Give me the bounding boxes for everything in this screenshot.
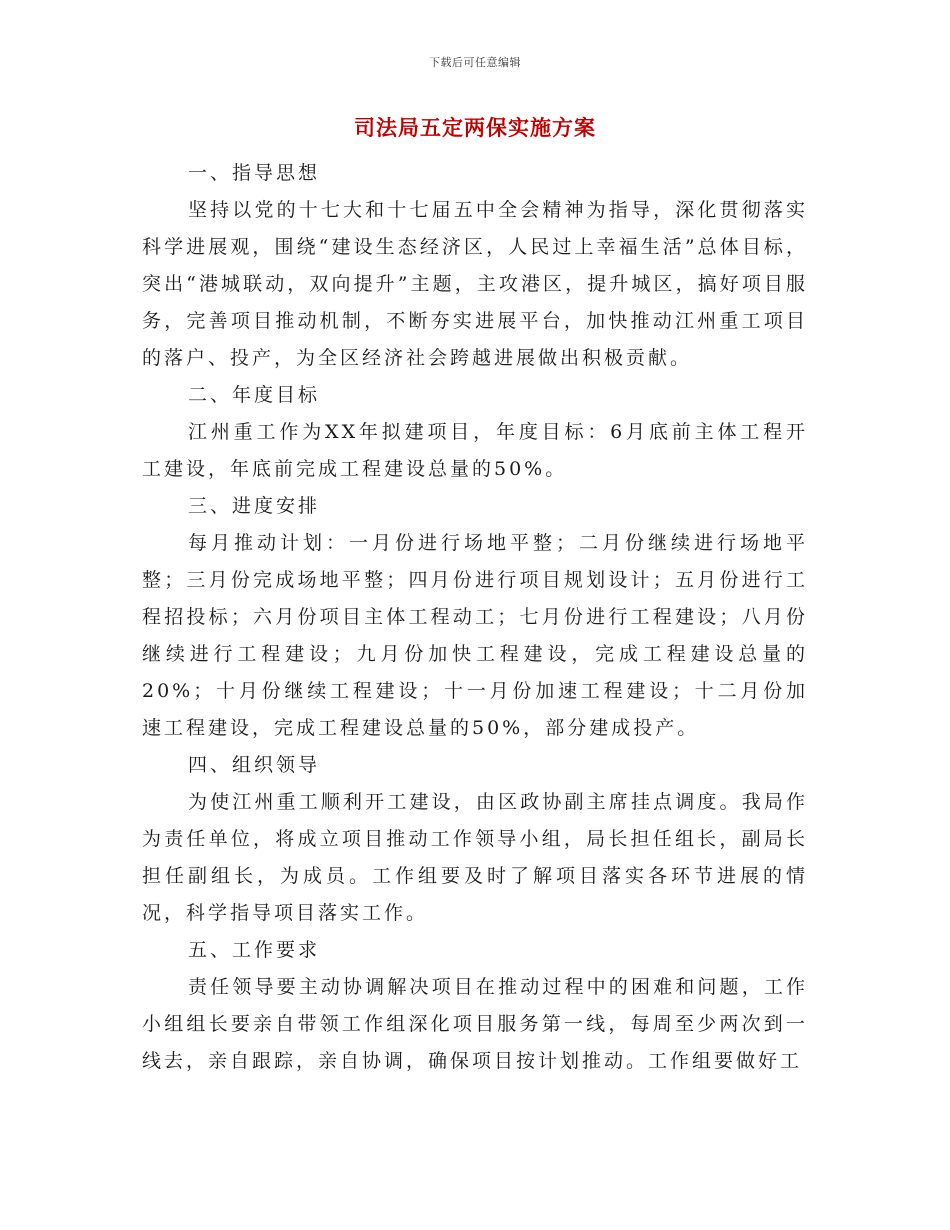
section-paragraph-guiding-thought: 坚持以党的十七大和十七届五中全会精神为指导，深化贯彻落实科学进展观，围绕“建设生态经济区，人民过上幸福生活”总体目标，突出“港城联动，双向提升”主题，主攻港区，提升城区，搞好项目服务，完善项目推动机制，不断夯实进展平台，加快推动江州重工项目的落户、投产，为全区经济社会跨越进展做出积极贡献。 — [142, 199, 808, 369]
document-title: 司法局五定两保实施方案 — [354, 115, 596, 140]
page-header-note: 下载后可任意编辑 — [429, 56, 521, 69]
section-heading-annual-goal: 二、年度目标 — [188, 384, 321, 406]
section-heading-organization: 四、组织领导 — [188, 754, 321, 776]
document-body — [142, 155, 808, 1080]
section-paragraph-schedule: 每月推动计划：一月份进行场地平整；二月份继续进行场地平整；三月份完成场地平整；四月份进行项目规划设计；五月份进行工程招投标；六月份项目主体工程动工；七月份进行工程建设；八月份继续进行工程建设；九月份加快工程建设，完成工程建设总量的20%；十月份继续工程建设；十一月份加速工程建设；十二月份加速工程建设，完成工程建设总量的50%，部分建成投产。 — [142, 532, 808, 739]
section-paragraph-annual-goal: 江州重工作为XX年拟建项目，年度目标：6月底前主体工程开工建设，年底前完成工程建设总量的50%。 — [142, 421, 808, 480]
section-heading-guiding-thought: 一、指导思想 — [188, 162, 321, 184]
section-paragraph-work-requirements: 责任领导要主动协调解决项目在推动过程中的困难和问题，工作小组组长要亲自带领工作组深化项目服务第一线，每周至少两次到一线去，亲自跟踪，亲自协调，确保项目按计划推动。工作组要做好工 — [142, 976, 808, 1072]
section-heading-work-requirements: 五、工作要求 — [188, 939, 321, 961]
section-heading-schedule: 三、进度安排 — [188, 495, 321, 517]
section-paragraph-organization: 为使江州重工顺利开工建设，由区政协副主席挂点调度。我局作为责任单位，将成立项目推动工作领导小组，局长担任组长，副局长担任副组长，为成员。工作组要及时了解项目落实各环节进展的情况，科学指导项目落实工作。 — [142, 791, 808, 924]
